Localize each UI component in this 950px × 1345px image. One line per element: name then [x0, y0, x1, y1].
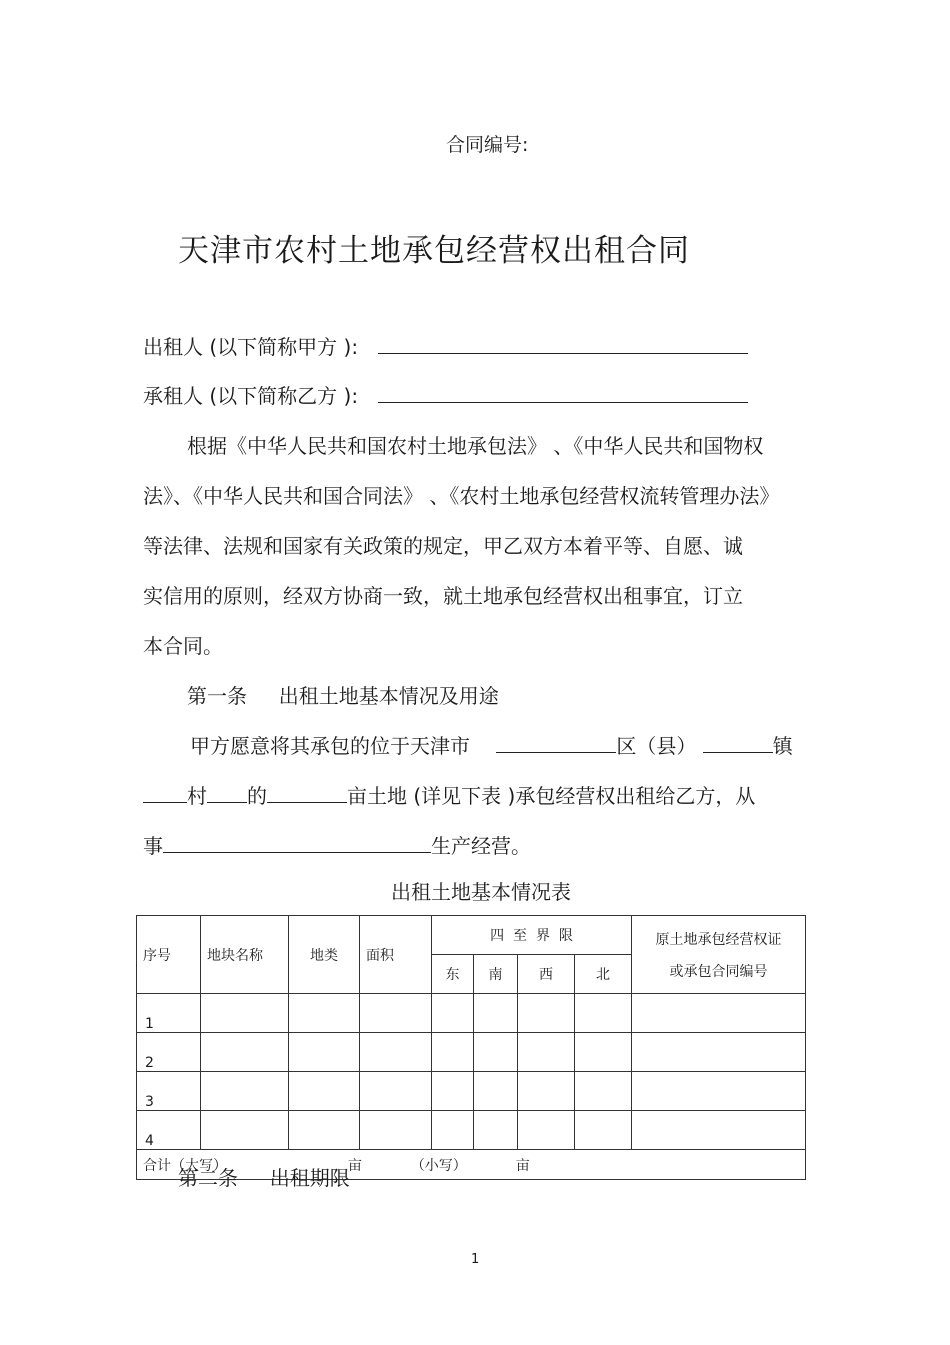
header-land-type: 地类	[289, 916, 360, 994]
cell-cert[interactable]	[632, 1033, 806, 1072]
cell-area[interactable]	[360, 1111, 432, 1150]
cell-west[interactable]	[518, 994, 575, 1033]
header-plot-name: 地块名称	[201, 916, 289, 994]
header-south: 南	[474, 955, 518, 994]
cell-plot-name[interactable]	[201, 1111, 289, 1150]
header-cert-line-2: 或承包合同编号	[669, 963, 768, 980]
cell-land-type[interactable]	[289, 1033, 360, 1072]
article-2-heading: 第二条 出租期限	[178, 1166, 350, 1190]
row-number: 4	[137, 1111, 201, 1150]
cell-plot-name[interactable]	[201, 1072, 289, 1111]
lessor-blank[interactable]	[378, 335, 748, 354]
production-blank[interactable]	[163, 834, 431, 853]
preamble-line-4: 实信用的原则，经双方协商一致，就土地承包经营权出租事宜，订立	[143, 584, 743, 608]
lessor-line	[143, 331, 748, 360]
of-label: 的	[247, 784, 267, 808]
header-west: 西	[518, 955, 575, 994]
cell-area[interactable]	[360, 1072, 432, 1111]
cell-land-type[interactable]	[289, 1111, 360, 1150]
district-blank[interactable]	[496, 734, 616, 753]
cell-north[interactable]	[575, 1033, 632, 1072]
cell-east[interactable]	[432, 1033, 474, 1072]
header-east: 东	[432, 955, 474, 994]
land-info-table	[136, 915, 806, 1180]
village-blank[interactable]	[143, 784, 187, 803]
lessee-blank[interactable]	[378, 384, 748, 403]
total-label: 合计（大写）	[143, 1157, 227, 1174]
article-1-heading: 第一条 出租土地基本情况及用途	[187, 684, 499, 708]
preamble-line-2: 法》、《中华人民共和国合同法》 、《农村土地承包经营权流转管理办法》	[143, 484, 780, 508]
town-blank[interactable]	[703, 734, 773, 753]
cell-south[interactable]	[474, 1033, 518, 1072]
table-title: 出租土地基本情况表	[391, 880, 571, 904]
header-boundaries: 四 至 界 限	[432, 916, 632, 955]
table-row	[137, 1033, 806, 1072]
header-cert-line-1: 原土地承包经营权证	[655, 931, 782, 948]
article-1-line-1	[190, 730, 793, 759]
cell-east[interactable]	[432, 1072, 474, 1111]
cell-west[interactable]	[518, 1033, 575, 1072]
lessee-label: 承租人 (以下简称乙方 ):	[143, 384, 359, 408]
engage-label: 事	[143, 834, 163, 858]
header-cert	[632, 916, 806, 994]
production-label: 生产经营。	[431, 834, 531, 858]
town-label: 镇	[772, 734, 793, 758]
cell-north[interactable]	[575, 994, 632, 1033]
table-row	[137, 1072, 806, 1111]
contract-number-label: 合同编号:	[446, 134, 529, 156]
cell-cert[interactable]	[632, 1111, 806, 1150]
village-label: 村	[187, 784, 207, 808]
page-number: 1	[471, 1252, 480, 1267]
article-1-line-3	[143, 830, 531, 859]
preamble-line-1: 根据《中华人民共和国农村土地承包法》 、《中华人民共和国物权	[187, 434, 764, 458]
row-number: 1	[137, 994, 201, 1033]
plot-blank[interactable]	[207, 784, 247, 803]
cell-area[interactable]	[360, 1033, 432, 1072]
header-north: 北	[575, 955, 632, 994]
total-small-label: （小写）	[410, 1157, 467, 1174]
cell-plot-name[interactable]	[201, 994, 289, 1033]
cell-south[interactable]	[474, 1111, 518, 1150]
cell-land-type[interactable]	[289, 1072, 360, 1111]
cell-north[interactable]	[575, 1072, 632, 1111]
table-row	[137, 994, 806, 1033]
cell-south[interactable]	[474, 994, 518, 1033]
cell-east[interactable]	[432, 1111, 474, 1150]
article-1-line-2	[143, 780, 755, 809]
cell-plot-name[interactable]	[201, 1033, 289, 1072]
header-seq: 序号	[137, 916, 201, 994]
lessee-line	[143, 380, 748, 409]
cell-west[interactable]	[518, 1111, 575, 1150]
cell-south[interactable]	[474, 1072, 518, 1111]
total-mu-1: 亩	[347, 1157, 362, 1174]
preamble-line-3: 等法律、法规和国家有关政策的规定，甲乙双方本着平等、自愿、诚	[143, 534, 743, 558]
cell-east[interactable]	[432, 994, 474, 1033]
document-title: 天津市农村土地承包经营权出租合同	[178, 233, 690, 269]
lessor-label: 出租人 (以下简称甲方 ):	[143, 335, 359, 359]
district-label: 区（县）	[616, 734, 697, 758]
row-number: 3	[137, 1072, 201, 1111]
header-area: 面积	[360, 916, 432, 994]
cell-north[interactable]	[575, 1111, 632, 1150]
article-1-text-a: 甲方愿意将其承包的位于天津市	[190, 734, 470, 758]
cell-land-type[interactable]	[289, 994, 360, 1033]
cell-cert[interactable]	[632, 994, 806, 1033]
cell-area[interactable]	[360, 994, 432, 1033]
cell-cert[interactable]	[632, 1072, 806, 1111]
preamble-line-5: 本合同。	[143, 634, 223, 658]
total-mu-2: 亩	[515, 1157, 530, 1174]
row-number: 2	[137, 1033, 201, 1072]
cell-west[interactable]	[518, 1072, 575, 1111]
mu-blank[interactable]	[267, 784, 347, 803]
table-row	[137, 1111, 806, 1150]
mu-text: 亩土地 (详见下表 )承包经营权出租给乙方，从	[347, 784, 756, 808]
